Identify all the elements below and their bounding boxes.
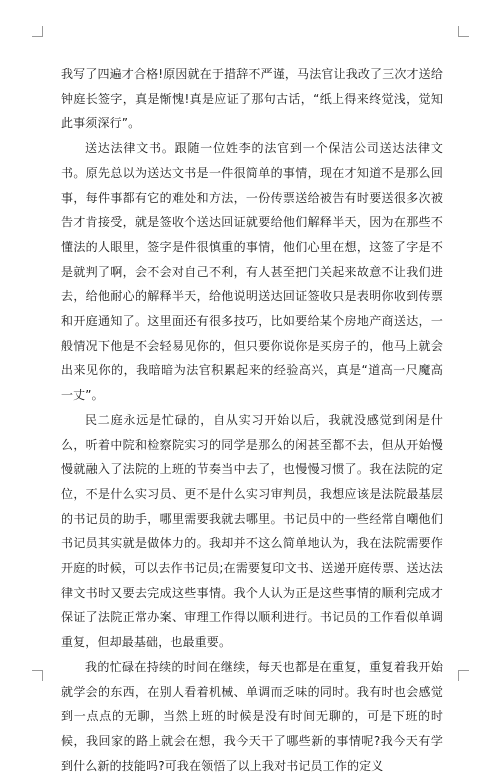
crop-mark-top-left [32,26,43,37]
crop-mark-top-right [458,26,469,37]
paragraph-continuation: 我写了四遍才合格!原因就在于措辞不严谨，马法官让我改了三次才送给钟庭长签字，真是惭愧!真是应证了那句古话，“纸上得来终觉浅，觉知此事须深行”。 [61,67,443,131]
paragraph-routine-work: 我的忙碌在持续的时间在继续，每天也都是在重复，重复着我开始就学会的东西，在别人看着机械、单调而乏味的同时。我有时也会感觉到一点点的无聊，当然上班的时候是没有时间无聊的，可是下班的时候，我回家的路上就会在想，我今天干了哪些新的事情呢?我今天有学到什么新的技能吗?可我在领悟了以上我对书记员工作的定义 [61,659,443,773]
paragraph-serving-documents: 送达法律文书。跟随一位姓李的法官到一个保洁公司送达法律文书。原先总以为送达文书是一件很简单的事情，现在才知道不是那么回事，每件事都有它的难处和方法，一份传票送给被告有时要送很多次被告才肯接受，就是签收个送达回证就要给他们解释半天，因为在那些不懂法的人眼里，签字是件很慎重的事情，他们心里在想，这签了字是不是就判了啊，会不会对自己不利，有人甚至把门关起来故意不让我们进去，给他耐心的解释半天，给他说明送达回证签收只是表明你收到传票和开庭通知了。这里面还有很多技巧，比如要给某个房地产商送达，一般情况下他是不会轻易见你的，但只要你说你是买房子的，他马上就会出来见你的，我暗暗为法官积累起来的经验高兴，真是“道高一尺魔高一丈”。 [61,141,443,403]
document-body [61,62,443,778]
crop-mark-bottom-left [32,670,43,681]
paragraph-civil-division: 民二庭永远是忙碌的，自从实习开始以后，我就没感觉到闲是什么，听着中院和检察院实习的同学是那么的闲甚至都不去，但从开始慢慢就融入了法院的上班的节奏当中去了，也慢慢习惯了。我在法院的定位，不是什么实习员、更不是什么实习审判员，我想应该是法院最基层的书记员的助手，哪里需要我就去哪里。书记员中的一些经常自嘲他们书记员其实就是做体力的。我却并不这么简单地认为，我在法院需要作开庭的时候，可以去作书记员;在需要复印文书、送递开庭传票、送达法律文书时又要去完成这些事情。我个人认为正是这些事情的顺利完成才保证了法院正常办案、审理工作得以顺利进行。书记员的工作看似单调重复，但却最基础，也最重要。 [61,412,443,650]
crop-mark-bottom-right [458,670,469,681]
